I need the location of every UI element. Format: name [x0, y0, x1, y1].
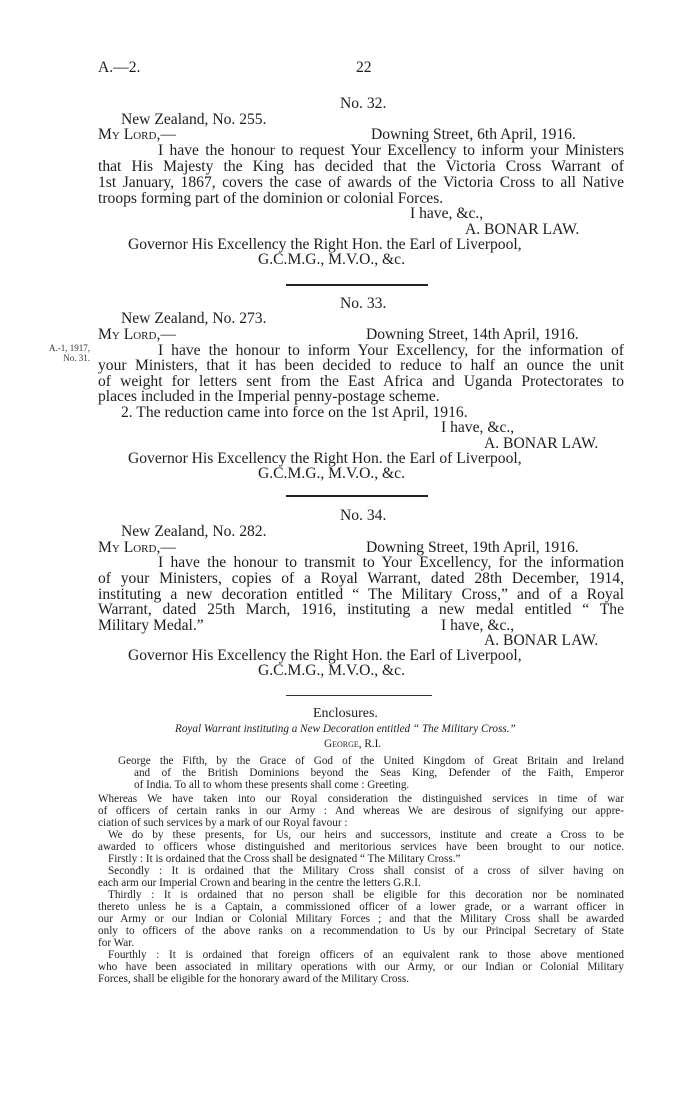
section-divider	[286, 495, 428, 497]
enclosures-heading: Enclosures.	[313, 706, 378, 721]
section-divider	[286, 695, 432, 696]
clause-fourthly: Fourthly : It is ordained that foreign officers of an equivalent rank to those above mentioned	[108, 949, 624, 961]
clause-thirdly: only to officers of the above ranks on a recommendation to Us by our Principal Secretary of State	[98, 925, 624, 937]
clause-line: We do by these presents, for Us, our heirs and successors, institute and create a Cross to be	[108, 829, 624, 841]
clause-thirdly: thereto unless he is a Captain, a commissioned officer of a lower grade, or a warrant officer in	[98, 901, 624, 913]
preamble-line: George the Fifth, by the Grace of God of the United Kingdom of Great Britain and Ireland	[118, 755, 624, 767]
clause-thirdly: for War.	[98, 937, 135, 949]
addressee-line: G.C.M.G., M.V.O., &c.	[258, 251, 405, 268]
body-line: Military Medal.”	[98, 617, 204, 634]
whereas-line: Whereas We have taken into our Royal consideration the distinguished services in time of war	[98, 793, 624, 805]
sovereign-signature: George, R.I.	[324, 738, 382, 750]
addressee-line: Governor His Excellency the Right Hon. the Earl of Liverpool,	[128, 647, 522, 664]
whereas-line: of officers of certain ranks in our Army : And whereas We are desirous of signifying our appre-	[98, 805, 624, 817]
body-line: places included in the Imperial penny-postage scheme.	[98, 388, 440, 405]
salutation: My Lord,—	[98, 326, 176, 343]
clause-fourthly: who have been associated in military operations with our Army, or our Indian or Colonial Military	[98, 961, 624, 973]
paragraph-2: 2. The reduction came into force on the 1st April, 1916.	[121, 404, 468, 421]
addressee-line: Governor His Excellency the Right Hon. the Earl of Liverpool,	[128, 236, 522, 253]
page-number: 22	[356, 59, 372, 76]
place-date: Downing Street, 14th April, 1916.	[366, 326, 579, 343]
addressee-line: G.C.M.G., M.V.O., &c.	[258, 465, 405, 482]
clause-line: awarded to officers whose distinguished and meritorious services have been brought to our notice.	[98, 841, 624, 853]
place-date: Downing Street, 6th April, 1916.	[371, 126, 576, 143]
clause-fourthly: Forces, shall be eligible for the honorary award of the Military Cross.	[98, 973, 409, 985]
closing: I have, &c.,	[441, 617, 515, 634]
clause-secondly: Secondly : It is ordained that the Military Cross shall consist of a cross of silver having on	[108, 865, 624, 877]
letter-number: No. 32.	[340, 95, 387, 112]
addressee-line: G.C.M.G., M.V.O., &c.	[258, 662, 405, 679]
letter-number: No. 34.	[340, 507, 387, 524]
closing: I have, &c.,	[441, 419, 515, 436]
clause-firstly: Firstly : It is ordained that the Cross shall be designated “ The Military Cross.”	[108, 853, 461, 865]
body-line: I have the honour to inform Your Excellency, for the information of	[158, 342, 624, 359]
addressee-line: Governor His Excellency the Right Hon. the Earl of Liverpool,	[128, 450, 522, 467]
closing: I have, &c.,	[410, 205, 484, 222]
body-line: I have the honour to request Your Excellency to inform your Ministers	[158, 142, 624, 159]
salutation: My Lord,—	[98, 126, 176, 143]
signature: A. BONAR LAW.	[484, 435, 599, 452]
letter-ref: New Zealand, No. 255.	[121, 111, 267, 128]
letter-ref: New Zealand, No. 273.	[121, 310, 267, 327]
body-line: that His Majesty the King has decided that the Victoria Cross Warrant of	[98, 158, 624, 175]
body-line: your Ministers, that it has been decided to reduce to half an ounce the unit	[98, 357, 624, 374]
body-line: I have the honour to transmit to Your Excellency, for the information	[158, 554, 624, 571]
clause-thirdly: Thirdly : It is ordained that no person shall be eligible for this decoration nor be nominated	[108, 889, 624, 901]
signature: A. BONAR LAW.	[465, 221, 580, 238]
body-line: of your Ministers, copies of a Royal Warrant, dated 28th December, 1914,	[98, 570, 624, 587]
letter-ref: New Zealand, No. 282.	[121, 523, 267, 540]
preamble-line: and of the British Dominions beyond the Seas King, Defender of the Faith, Emperor	[134, 767, 624, 779]
preamble-line: of India. To all to whom these presents shall come : Greeting.	[134, 779, 410, 791]
salutation: My Lord,—	[98, 539, 176, 556]
section-divider	[286, 284, 428, 286]
signature: A. BONAR LAW.	[484, 632, 599, 649]
enclosure-title: Royal Warrant instituting a New Decoration entitled “ The Military Cross.”	[175, 723, 516, 735]
body-line: 1st January, 1867, covers the case of awards of the Victoria Cross to all Native	[98, 174, 624, 191]
whereas-line: ciation of such services by a mark of our Royal favour :	[98, 817, 348, 829]
place-date: Downing Street, 19th April, 1916.	[366, 539, 579, 556]
clause-secondly: each arm our Imperial Crown and bearing in the centre the letters G.R.I.	[98, 877, 421, 889]
page-header-ref: A.—2.	[98, 59, 141, 76]
body-line: instituting a new decoration entitled “ The Military Cross,” and of a Royal	[98, 586, 624, 603]
body-line: of weight for letters sent from the East Africa and Uganda Protectorates to	[98, 373, 624, 390]
margin-reference: A.-1, 1917,	[49, 343, 90, 353]
letter-number: No. 33.	[340, 295, 387, 312]
body-line: Warrant, dated 25th March, 1916, instituting a new medal entitled “ The	[98, 601, 624, 618]
body-line: troops forming part of the dominion or colonial Forces.	[98, 190, 444, 207]
clause-thirdly: our Army or our Indian or Colonial Military Forces ; and that the Military Cross shall be awarded	[98, 913, 624, 925]
margin-reference: No. 31.	[63, 353, 90, 363]
